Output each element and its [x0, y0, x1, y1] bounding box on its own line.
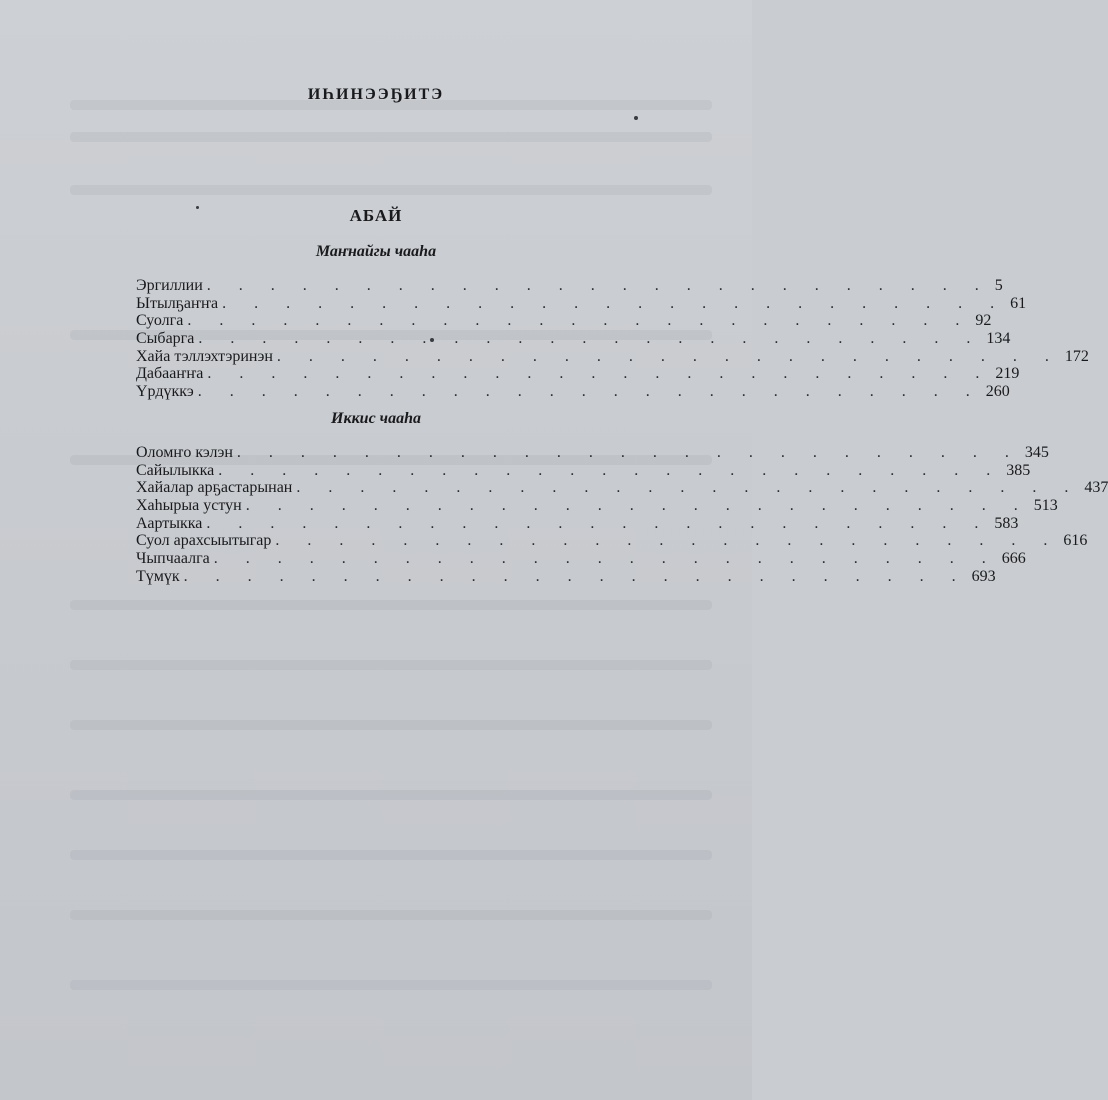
toc-page-number: 385: [1006, 461, 1031, 479]
toc-leader-dots: . . . . . . . . . . . . . . . . . . . . . . . . .: [206, 514, 991, 532]
toc-entry-title: Чыпчаалга: [136, 550, 210, 568]
show-through-line: [70, 660, 712, 670]
toc-leader-dots: . . . . . . . . . . . . . . . . . . . . . . . . .: [276, 347, 1061, 365]
toc-entry: [136, 383, 1010, 401]
toc-page-number: 513: [1033, 497, 1058, 515]
toc-leader-dots: . . . . . . . . . . . . . . . . . . . . . . . . .: [187, 312, 972, 330]
show-through-line: [70, 980, 712, 990]
show-through-line: [70, 185, 712, 195]
toc-page-number: 219: [995, 365, 1020, 383]
paper-speck: [634, 116, 638, 120]
toc-leader-dots: . . . . . . . . . . . . . . . . . . . . . . . . .: [213, 550, 998, 568]
toc-entry: [136, 312, 992, 330]
toc-leader-dots: . . . . . . . . . . . . . . . . . . . . . . . . .: [206, 277, 991, 294]
toc-entry: [136, 567, 996, 586]
toc-entry: [136, 479, 1108, 497]
toc-page-number: 172: [1064, 347, 1089, 365]
toc-leader-dots: . . . . . . . . . . . . . . . . . . . . . . . . .: [296, 479, 1081, 497]
toc-page-number: 61: [1010, 294, 1027, 312]
toc-entry-title: Аартыкка: [136, 514, 203, 532]
toc-leader-dots: . . . . . . . . . . . . . . . . . . . . . . . . .: [245, 497, 1030, 515]
toc-page-number: 693: [971, 567, 996, 585]
show-through-line: [70, 720, 712, 730]
part-title: Маҥнайгы чааһа: [315, 243, 437, 260]
toc-entry: [136, 365, 1020, 383]
toc-entry-title: Дабааҥҥа: [136, 365, 204, 383]
toc-entry: [136, 330, 1011, 348]
toc-entry: [136, 514, 1019, 533]
toc-entry-title: Хаһырыа устун: [136, 497, 242, 515]
toc-entry-title: Эргиллии: [136, 277, 203, 294]
toc-leader-dots: . . . . . . . . . . . . . . . . . . . . . . . . .: [236, 444, 1021, 461]
toc-entry-title: Ытылҕаҥҥа: [136, 294, 219, 312]
toc-leader-dots: . . . . . . . . . . . . . . . . . . . . . . . . .: [222, 294, 1007, 312]
toc-page-number: 5: [994, 277, 1003, 294]
toc-leader-dots: . . . . . . . . . . . . . . . . . . . . . . . . .: [198, 330, 983, 348]
toc-page-number: 583: [994, 514, 1019, 532]
toc-entry: [136, 347, 1089, 366]
toc-page-number: 616: [1063, 532, 1088, 550]
toc-entry-title: Хайалар арҕастарынан: [136, 479, 293, 497]
toc-entry: [136, 532, 1088, 550]
toc-entry: [136, 444, 1049, 462]
toc-entry: [136, 550, 1026, 568]
toc-leader-dots: . . . . . . . . . . . . . . . . . . . . . . . . .: [207, 365, 992, 383]
toc-entry-title: Суол арахсыытыгар: [136, 532, 272, 550]
toc-entry: [136, 277, 1003, 295]
toc-leader-dots: . . . . . . . . . . . . . . . . . . . . . . . . .: [218, 461, 1003, 479]
toc-page-number: 134: [986, 330, 1011, 348]
toc-entry: [136, 461, 1031, 480]
toc-list: [136, 277, 1089, 401]
toc-entry-title: Түмүк: [136, 567, 180, 585]
toc-page-number: 92: [975, 312, 992, 330]
toc-leader-dots: . . . . . . . . . . . . . . . . . . . . . . . . .: [197, 383, 982, 401]
toc-page-number: 345: [1024, 444, 1049, 461]
toc-entry: [136, 294, 1027, 313]
toc-leader-dots: . . . . . . . . . . . . . . . . . . . . . . . . .: [275, 532, 1060, 550]
toc-leader-dots: . . . . . . . . . . . . . . . . . . . . . . . . .: [183, 567, 968, 585]
toc-entry-title: Үрдүккэ: [136, 383, 194, 401]
toc-page-number: 260: [985, 383, 1010, 401]
toc-entry-title: Сыбарга: [136, 330, 195, 348]
toc-page-number: 666: [1001, 550, 1026, 568]
author-name: АБАЙ: [349, 206, 403, 225]
toc-list: [136, 444, 1108, 586]
toc-entry-title: Оломҥо кэлэн: [136, 444, 233, 461]
toc-entry-title: Хайа тэллэхтэринэн: [136, 347, 273, 365]
part-title: Иккис чааһа: [331, 410, 421, 427]
toc-entry-title: Сайылыкка: [136, 461, 215, 479]
page-title: ИҺИНЭЭҔИТЭ: [307, 86, 445, 103]
show-through-line: [70, 132, 712, 142]
toc-entry: [136, 497, 1058, 515]
show-through-line: [70, 790, 712, 800]
show-through-line: [70, 850, 712, 860]
show-through-line: [70, 600, 712, 610]
show-through-line: [70, 910, 712, 920]
toc-entry-title: Суолга: [136, 312, 184, 330]
toc-page-number: 437: [1084, 479, 1108, 497]
